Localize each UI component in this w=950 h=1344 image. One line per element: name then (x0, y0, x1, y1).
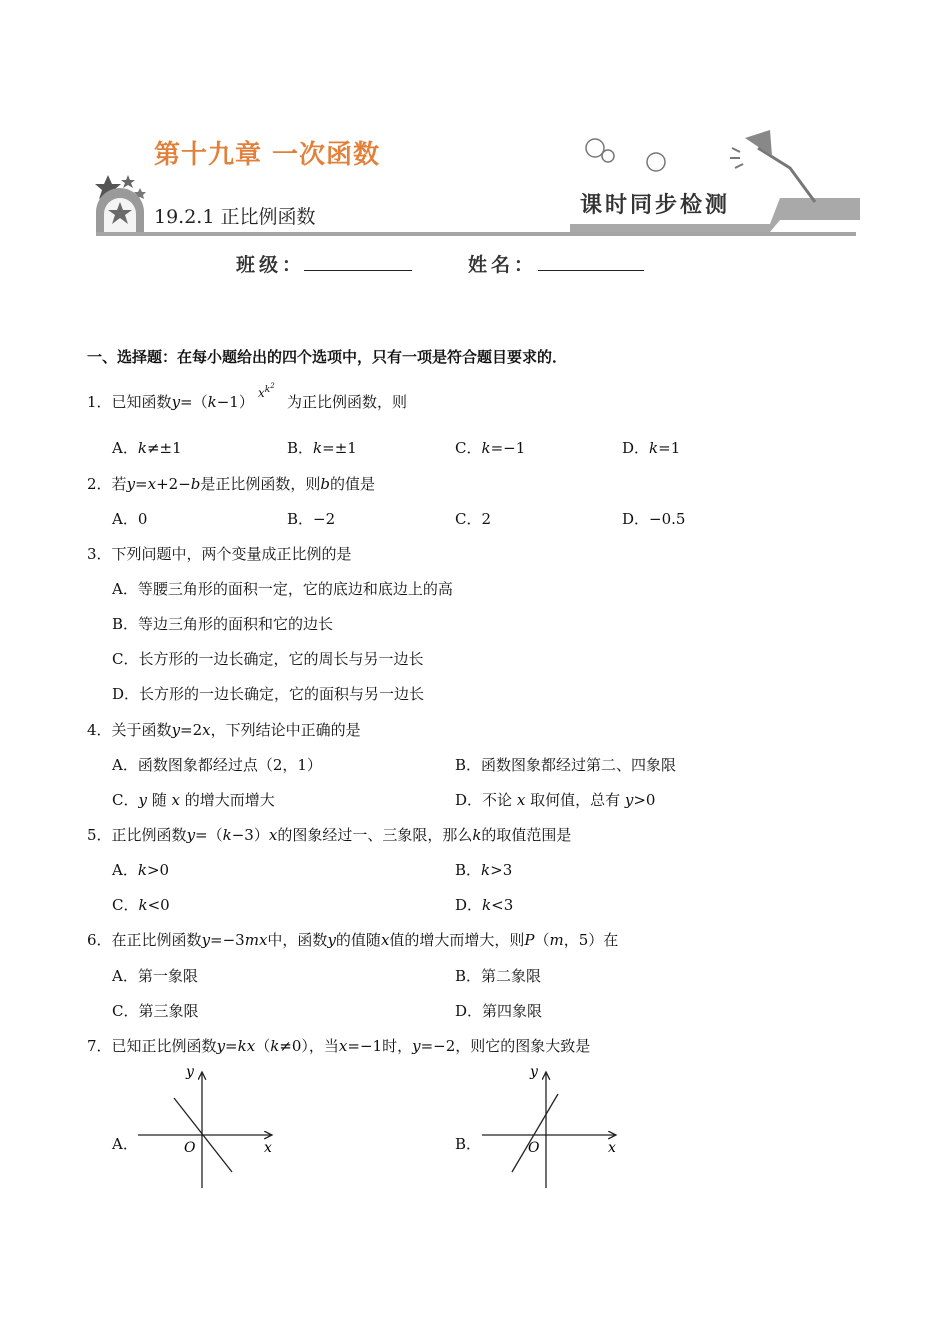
question-6: 6．在正比例函数y=−3mx中，函数y的值随x值的增大而增大，则P（m，5）在 (87, 931, 619, 949)
origin-label: O (528, 1140, 540, 1156)
question-7: 7．已知正比例函数y=kx（k≠0），当x=−1时，y=−2，则它的图象大致是 (87, 1037, 591, 1055)
question-6-option-b[interactable]: B．第二象限 (455, 967, 542, 985)
power-expression: $x^{k^2}$ (258, 382, 275, 400)
question-7-graph-a[interactable] (134, 1062, 284, 1192)
question-2-option-a[interactable]: A．0 (112, 510, 148, 528)
y-axis-label: y (186, 1064, 194, 1080)
question-6-option-d[interactable]: D．第四象限 (455, 1002, 543, 1020)
question-5: 5．正比例函数y=（k−3）x的图象经过一、三象限，那么k的取值范围是 (87, 826, 572, 844)
star-badge-icon (95, 175, 146, 232)
question-3-option-c[interactable]: C．长方形的一边长确定，它的周长与另一边长 (112, 650, 424, 668)
question-4-option-d[interactable]: D．不论 x 取何值，总有 y>0 (455, 791, 656, 809)
section-instructions: 一、选择题：在每小题给出的四个选项中，只有一项是符合题目要求的． (87, 348, 568, 366)
bubble-icon (586, 139, 665, 171)
question-1-option-c[interactable]: C．k=−1 (455, 439, 526, 457)
question-2: 2．若y=x+2−b是正比例函数，则b的值是 (87, 475, 376, 493)
question-5-option-b[interactable]: B．k>3 (455, 861, 513, 879)
question-5-option-c[interactable]: C．k<0 (112, 896, 170, 914)
y-axis-label: y (530, 1064, 538, 1080)
question-2-option-d[interactable]: D．−0.5 (622, 510, 686, 528)
question-1-tail: 为正比例函数，则 (287, 393, 408, 411)
question-7-graph-b[interactable] (478, 1062, 628, 1192)
question-3-option-b[interactable]: B．等边三角形的面积和它的边长 (112, 615, 334, 633)
question-3-option-d[interactable]: D．长方形的一边长确定，它的面积与另一边长 (112, 685, 425, 703)
question-1-option-b[interactable]: B．k=±1 (287, 439, 357, 457)
question-5-option-d[interactable]: D．k<3 (455, 896, 514, 914)
question-4-option-b[interactable]: B．函数图象都经过第二、四象限 (455, 756, 677, 774)
name-label: 姓名： (468, 254, 538, 276)
question-5-option-a[interactable]: A．k>0 (112, 861, 170, 879)
name-field[interactable] (538, 248, 644, 271)
question-1: 1．已知函数y=（k−1） (87, 393, 254, 411)
x-axis-label: x (608, 1140, 616, 1156)
brand-title: 课时同步检测 (580, 193, 731, 218)
class-field[interactable] (304, 248, 412, 271)
question-1-option-d[interactable]: D．k=1 (622, 439, 681, 457)
question-2-option-b[interactable]: B．−2 (287, 510, 336, 528)
question-1-option-a[interactable]: A．k≠±1 (112, 439, 182, 457)
header-bar (96, 232, 856, 236)
question-6-option-c[interactable]: C．第三象限 (112, 1002, 199, 1020)
function-line (512, 1094, 558, 1172)
section-title: 19.2.1 正比例函数 (154, 206, 316, 228)
origin-label: O (184, 1140, 196, 1156)
question-2-option-c[interactable]: C．2 (455, 510, 492, 528)
question-4-option-c[interactable]: C．y 随 x 的增大而增大 (112, 791, 275, 809)
desk-lamp-icon (730, 130, 815, 202)
chapter-title: 第十九章 一次函数 (154, 140, 381, 170)
question-4-option-a[interactable]: A．函数图象都经过点（2，1） (112, 756, 322, 774)
question-7-option-a[interactable]: A． (112, 1135, 138, 1153)
question-6-option-a[interactable]: A．第一象限 (112, 967, 198, 985)
x-axis-label: x (264, 1140, 272, 1156)
question-4: 4．关于函数y=2x，下列结论中正确的是 (87, 721, 361, 739)
class-label: 班级： (236, 254, 306, 276)
question-3-option-a[interactable]: A．等腰三角形的面积一定，它的底边和底边上的高 (112, 580, 453, 598)
question-7-option-b[interactable]: B． (455, 1135, 482, 1153)
question-3: 3．下列问题中，两个变量成正比例的是 (87, 545, 352, 563)
